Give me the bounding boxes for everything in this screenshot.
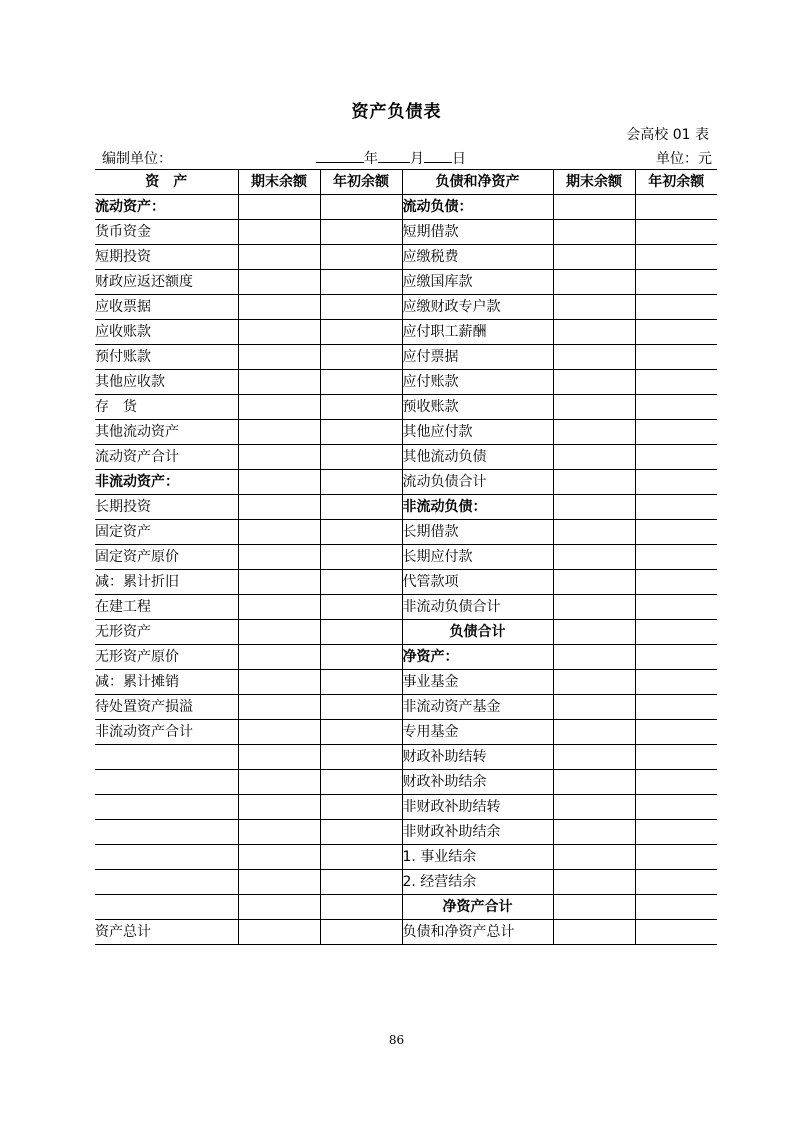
asset-item-label: 非流动资产合计 — [95, 720, 238, 745]
asset-item-label — [95, 820, 238, 845]
liability-ending-balance-cell — [553, 870, 635, 895]
asset-ending-balance-cell — [238, 470, 320, 495]
liability-ending-balance-cell — [553, 795, 635, 820]
liability-opening-balance-cell — [635, 595, 717, 620]
asset-ending-balance-cell — [238, 920, 320, 945]
reporting-unit-label: 编制单位： — [102, 151, 172, 167]
asset-item-label: 长期投资 — [95, 495, 238, 520]
asset-item-label: 固定资产 — [95, 520, 238, 545]
asset-opening-balance-cell — [320, 870, 402, 895]
liability-equity-item-label: 负债合计 — [402, 620, 553, 645]
liability-opening-balance-cell — [635, 820, 717, 845]
page-number: 86 — [388, 1033, 405, 1047]
asset-item-label: 无形资产 — [95, 620, 238, 645]
asset-opening-balance-cell — [320, 570, 402, 595]
liability-ending-balance-cell — [553, 595, 635, 620]
table-row — [95, 595, 717, 620]
asset-opening-balance-cell — [320, 595, 402, 620]
asset-opening-balance-cell — [320, 320, 402, 345]
liability-opening-balance-cell — [635, 195, 717, 220]
table-row — [95, 345, 717, 370]
liability-ending-balance-cell — [553, 270, 635, 295]
table-header-row — [95, 170, 717, 195]
liability-opening-balance-cell — [635, 920, 717, 945]
liability-ending-balance-cell — [553, 295, 635, 320]
asset-ending-balance-cell — [238, 420, 320, 445]
liability-opening-balance-cell — [635, 695, 717, 720]
table-row — [95, 370, 717, 395]
asset-ending-balance-cell — [238, 770, 320, 795]
asset-opening-balance-cell — [320, 345, 402, 370]
liability-opening-balance-cell — [635, 220, 717, 245]
liability-opening-balance-cell — [635, 745, 717, 770]
liability-opening-balance-cell — [635, 445, 717, 470]
asset-opening-balance-cell — [320, 745, 402, 770]
table-row — [95, 270, 717, 295]
liability-ending-balance-cell — [553, 645, 635, 670]
asset-ending-balance-cell — [238, 195, 320, 220]
liability-equity-item-label: 应缴财政专户款 — [402, 295, 553, 320]
liability-equity-item-label: 应付职工薪酬 — [402, 320, 553, 345]
asset-opening-balance-cell — [320, 795, 402, 820]
table-row — [95, 545, 717, 570]
asset-ending-balance-cell — [238, 295, 320, 320]
liability-ending-balance-cell — [553, 820, 635, 845]
asset-opening-balance-cell — [320, 695, 402, 720]
liability-opening-balance-cell — [635, 395, 717, 420]
table-row — [95, 395, 717, 420]
asset-item-label: 固定资产原价 — [95, 545, 238, 570]
asset-opening-balance-cell — [320, 445, 402, 470]
table-row — [95, 770, 717, 795]
asset-item-label: 资产总计 — [95, 920, 238, 945]
column-header-assets: 资 产 — [95, 170, 238, 195]
asset-opening-balance-cell — [320, 195, 402, 220]
report-header — [102, 148, 712, 168]
liability-equity-item-label: 预收账款 — [402, 395, 553, 420]
liability-equity-item-label: 代管款项 — [402, 570, 553, 595]
liability-equity-item-label: 非流动资产基金 — [402, 695, 553, 720]
liability-equity-item-label: 流动负债： — [402, 195, 553, 220]
liability-ending-balance-cell — [553, 395, 635, 420]
form-code: 会高校 01 表 — [626, 127, 709, 143]
liability-ending-balance-cell — [553, 470, 635, 495]
asset-ending-balance-cell — [238, 895, 320, 920]
liability-ending-balance-cell — [553, 670, 635, 695]
liability-opening-balance-cell — [635, 495, 717, 520]
liability-ending-balance-cell — [553, 520, 635, 545]
asset-ending-balance-cell — [238, 595, 320, 620]
day-label: 日 — [452, 151, 466, 167]
table-row — [95, 645, 717, 670]
liability-opening-balance-cell — [635, 420, 717, 445]
liability-ending-balance-cell — [553, 545, 635, 570]
liability-ending-balance-cell — [553, 745, 635, 770]
liability-equity-item-label: 财政补助结余 — [402, 770, 553, 795]
asset-item-label: 减：累计摊销 — [95, 670, 238, 695]
asset-ending-balance-cell — [238, 645, 320, 670]
liability-equity-item-label: 其他流动负债 — [402, 445, 553, 470]
asset-item-label: 其他应收款 — [95, 370, 238, 395]
liability-equity-item-label: 1. 事业结余 — [402, 845, 553, 870]
asset-opening-balance-cell — [320, 845, 402, 870]
day-blank — [424, 148, 452, 163]
asset-opening-balance-cell — [320, 645, 402, 670]
table-row — [95, 695, 717, 720]
asset-item-label — [95, 770, 238, 795]
asset-opening-balance-cell — [320, 670, 402, 695]
asset-ending-balance-cell — [238, 720, 320, 745]
liability-equity-item-label: 长期借款 — [402, 520, 553, 545]
page-title: 资产负债表 — [351, 102, 442, 122]
table-row — [95, 445, 717, 470]
asset-item-label: 财政应返还额度 — [95, 270, 238, 295]
asset-item-label — [95, 745, 238, 770]
column-header-ending-balance: 期末余额 — [553, 170, 635, 195]
liability-ending-balance-cell — [553, 620, 635, 645]
liability-ending-balance-cell — [553, 770, 635, 795]
liability-ending-balance-cell — [553, 445, 635, 470]
asset-item-label: 短期投资 — [95, 245, 238, 270]
asset-item-label — [95, 845, 238, 870]
asset-item-label: 流动资产： — [95, 195, 238, 220]
report-date — [316, 148, 466, 168]
table-row — [95, 820, 717, 845]
asset-opening-balance-cell — [320, 895, 402, 920]
liability-ending-balance-cell — [553, 320, 635, 345]
liability-ending-balance-cell — [553, 570, 635, 595]
column-header-liabilities-equity: 负债和净资产 — [402, 170, 553, 195]
liability-ending-balance-cell — [553, 220, 635, 245]
asset-item-label — [95, 895, 238, 920]
table-row — [95, 420, 717, 445]
asset-ending-balance-cell — [238, 795, 320, 820]
table-row — [95, 245, 717, 270]
asset-item-label: 非流动资产： — [95, 470, 238, 495]
table-row — [95, 320, 717, 345]
asset-ending-balance-cell — [238, 545, 320, 570]
asset-item-label — [95, 795, 238, 820]
table-row — [95, 745, 717, 770]
asset-ending-balance-cell — [238, 370, 320, 395]
asset-ending-balance-cell — [238, 845, 320, 870]
asset-opening-balance-cell — [320, 770, 402, 795]
asset-ending-balance-cell — [238, 345, 320, 370]
liability-equity-item-label: 长期应付款 — [402, 545, 553, 570]
liability-ending-balance-cell — [553, 920, 635, 945]
liability-equity-item-label: 非财政补助结转 — [402, 795, 553, 820]
asset-ending-balance-cell — [238, 520, 320, 545]
asset-item-label: 待处置资产损溢 — [95, 695, 238, 720]
liability-equity-item-label: 事业基金 — [402, 670, 553, 695]
liability-equity-item-label: 负债和净资产总计 — [402, 920, 553, 945]
table-row — [95, 670, 717, 695]
liability-opening-balance-cell — [635, 370, 717, 395]
asset-item-label: 货币资金 — [95, 220, 238, 245]
table-row — [95, 620, 717, 645]
column-header-opening-balance: 年初余额 — [635, 170, 717, 195]
asset-item-label: 在建工程 — [95, 595, 238, 620]
liability-equity-item-label: 净资产合计 — [402, 895, 553, 920]
table-row — [95, 895, 717, 920]
liability-opening-balance-cell — [635, 895, 717, 920]
asset-opening-balance-cell — [320, 270, 402, 295]
liability-ending-balance-cell — [553, 420, 635, 445]
asset-opening-balance-cell — [320, 220, 402, 245]
liability-equity-item-label: 应缴税费 — [402, 245, 553, 270]
liability-ending-balance-cell — [553, 245, 635, 270]
table-row — [95, 220, 717, 245]
asset-opening-balance-cell — [320, 395, 402, 420]
liability-opening-balance-cell — [635, 645, 717, 670]
liability-opening-balance-cell — [635, 245, 717, 270]
liability-opening-balance-cell — [635, 545, 717, 570]
asset-ending-balance-cell — [238, 445, 320, 470]
liability-equity-item-label: 非流动负债： — [402, 495, 553, 520]
liability-equity-item-label: 2. 经营结余 — [402, 870, 553, 895]
liability-equity-item-label: 专用基金 — [402, 720, 553, 745]
asset-opening-balance-cell — [320, 720, 402, 745]
liability-ending-balance-cell — [553, 720, 635, 745]
asset-ending-balance-cell — [238, 270, 320, 295]
asset-ending-balance-cell — [238, 695, 320, 720]
liability-opening-balance-cell — [635, 570, 717, 595]
liability-opening-balance-cell — [635, 795, 717, 820]
asset-ending-balance-cell — [238, 870, 320, 895]
month-label: 月 — [410, 151, 424, 167]
liability-equity-item-label: 非流动负债合计 — [402, 595, 553, 620]
liability-equity-item-label: 其他应付款 — [402, 420, 553, 445]
table-row — [95, 720, 717, 745]
liability-equity-item-label: 非财政补助结余 — [402, 820, 553, 845]
asset-opening-balance-cell — [320, 420, 402, 445]
table-row — [95, 795, 717, 820]
liability-ending-balance-cell — [553, 845, 635, 870]
column-header-opening-balance: 年初余额 — [320, 170, 402, 195]
liability-equity-item-label: 应缴国库款 — [402, 270, 553, 295]
asset-ending-balance-cell — [238, 395, 320, 420]
liability-ending-balance-cell — [553, 895, 635, 920]
asset-opening-balance-cell — [320, 495, 402, 520]
asset-ending-balance-cell — [238, 620, 320, 645]
asset-opening-balance-cell — [320, 520, 402, 545]
asset-ending-balance-cell — [238, 745, 320, 770]
liability-ending-balance-cell — [553, 695, 635, 720]
liability-opening-balance-cell — [635, 470, 717, 495]
asset-opening-balance-cell — [320, 470, 402, 495]
liability-opening-balance-cell — [635, 345, 717, 370]
asset-opening-balance-cell — [320, 370, 402, 395]
currency-unit: 单位：元 — [656, 151, 712, 167]
liability-ending-balance-cell — [553, 345, 635, 370]
asset-opening-balance-cell — [320, 920, 402, 945]
liability-equity-item-label: 应付票据 — [402, 345, 553, 370]
table-row — [95, 295, 717, 320]
liability-opening-balance-cell — [635, 870, 717, 895]
asset-item-label — [95, 870, 238, 895]
table-row — [95, 195, 717, 220]
liability-opening-balance-cell — [635, 320, 717, 345]
liability-equity-item-label: 财政补助结转 — [402, 745, 553, 770]
table-row — [95, 520, 717, 545]
asset-ending-balance-cell — [238, 495, 320, 520]
asset-item-label: 应收票据 — [95, 295, 238, 320]
liability-opening-balance-cell — [635, 720, 717, 745]
table-row — [95, 845, 717, 870]
asset-opening-balance-cell — [320, 245, 402, 270]
asset-ending-balance-cell — [238, 320, 320, 345]
balance-sheet-table — [95, 169, 717, 945]
asset-ending-balance-cell — [238, 670, 320, 695]
liability-opening-balance-cell — [635, 845, 717, 870]
asset-opening-balance-cell — [320, 620, 402, 645]
year-blank — [316, 148, 364, 163]
table-row — [95, 870, 717, 895]
month-blank — [378, 148, 410, 163]
liability-opening-balance-cell — [635, 295, 717, 320]
liability-ending-balance-cell — [553, 495, 635, 520]
asset-item-label: 流动资产合计 — [95, 445, 238, 470]
asset-item-label: 其他流动资产 — [95, 420, 238, 445]
liability-equity-item-label: 应付账款 — [402, 370, 553, 395]
asset-item-label: 应收账款 — [95, 320, 238, 345]
liability-opening-balance-cell — [635, 670, 717, 695]
asset-ending-balance-cell — [238, 820, 320, 845]
liability-opening-balance-cell — [635, 270, 717, 295]
liability-equity-item-label: 净资产： — [402, 645, 553, 670]
liability-equity-item-label: 流动负债合计 — [402, 470, 553, 495]
liability-opening-balance-cell — [635, 770, 717, 795]
column-header-ending-balance: 期末余额 — [238, 170, 320, 195]
asset-ending-balance-cell — [238, 245, 320, 270]
asset-opening-balance-cell — [320, 820, 402, 845]
asset-item-label: 无形资产原价 — [95, 645, 238, 670]
asset-opening-balance-cell — [320, 545, 402, 570]
asset-item-label: 减：累计折旧 — [95, 570, 238, 595]
year-label: 年 — [364, 151, 378, 167]
asset-item-label: 预付账款 — [95, 345, 238, 370]
table-row — [95, 920, 717, 945]
liability-equity-item-label: 短期借款 — [402, 220, 553, 245]
table-row — [95, 570, 717, 595]
table-row — [95, 470, 717, 495]
asset-ending-balance-cell — [238, 570, 320, 595]
liability-opening-balance-cell — [635, 620, 717, 645]
liability-ending-balance-cell — [553, 370, 635, 395]
asset-ending-balance-cell — [238, 220, 320, 245]
asset-item-label: 存 货 — [95, 395, 238, 420]
liability-opening-balance-cell — [635, 520, 717, 545]
table-row — [95, 495, 717, 520]
liability-ending-balance-cell — [553, 195, 635, 220]
asset-opening-balance-cell — [320, 295, 402, 320]
